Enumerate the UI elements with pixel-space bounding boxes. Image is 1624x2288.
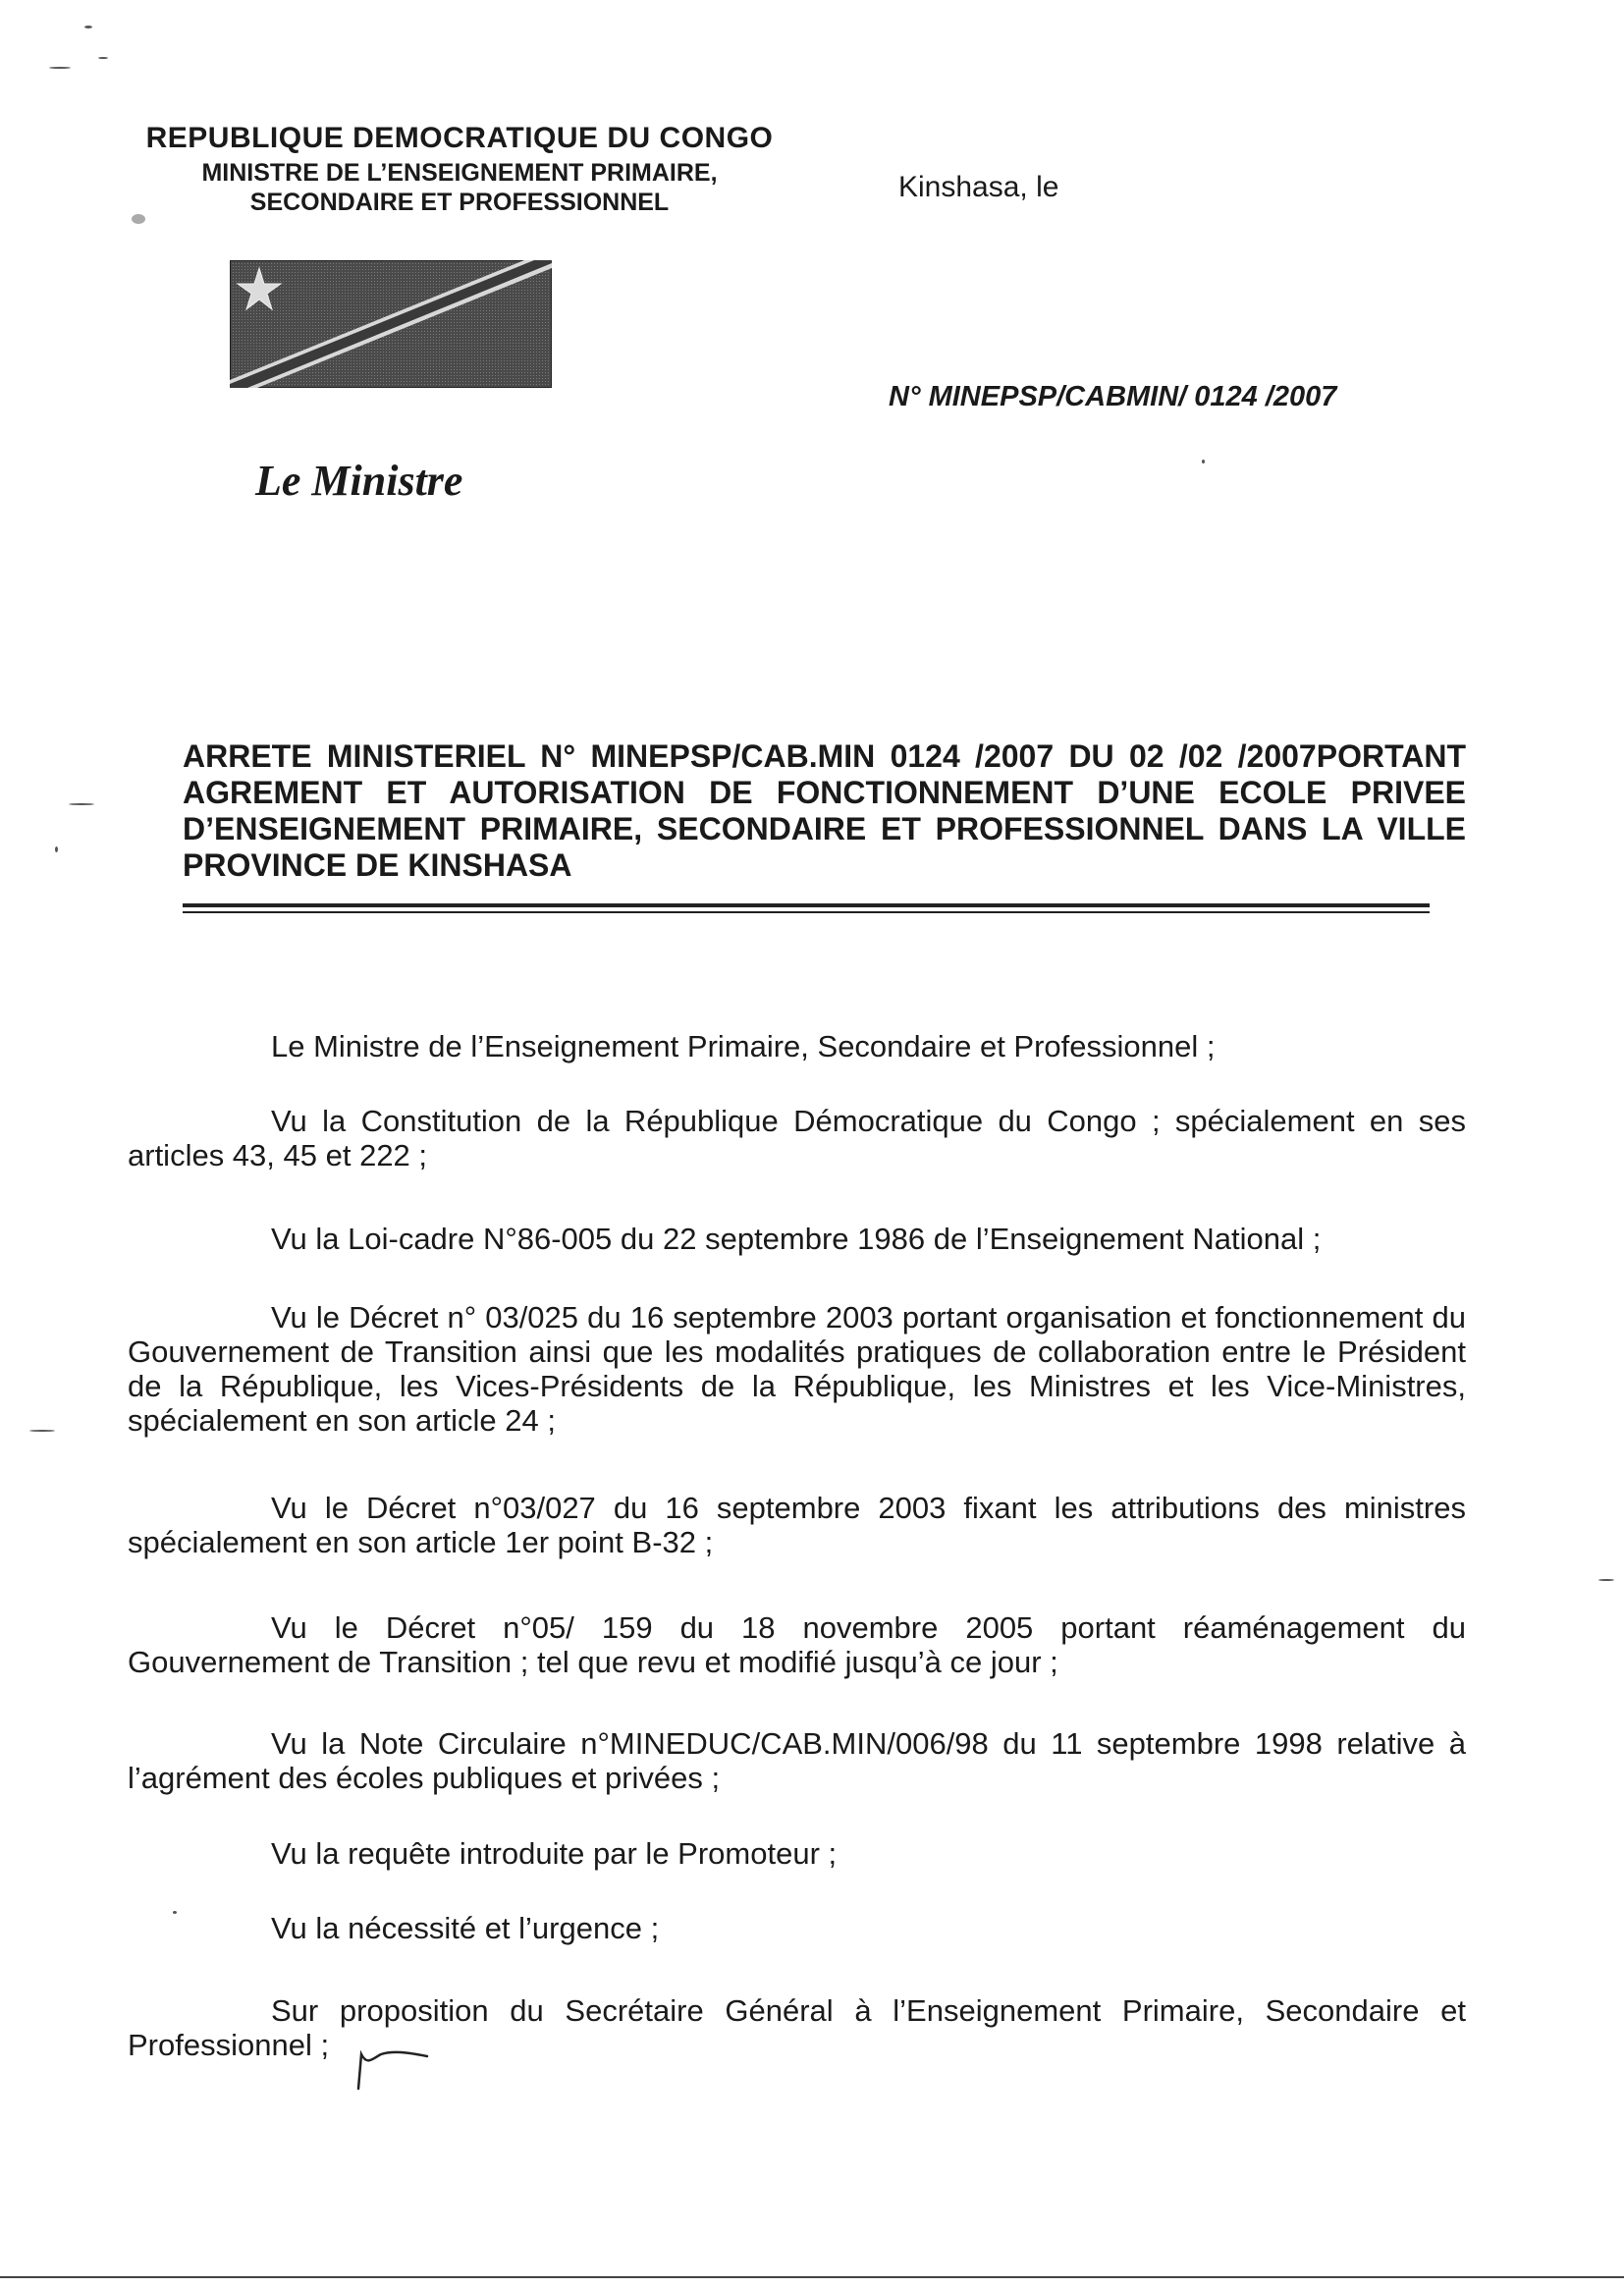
paragraph-necessite: Vu la nécessité et l’urgence ;: [271, 1911, 660, 1945]
scan-speck: [1598, 1579, 1614, 1581]
scan-speck: [49, 67, 71, 69]
paragraph-minister: Le Ministre de l’Enseignement Primaire, Secondaire et Professionnel ;: [271, 1029, 1216, 1063]
scan-speck: [69, 803, 94, 805]
drc-flag-image: [230, 260, 552, 388]
paragraph-decret-03-025: Vu le Décret n° 03/025 du 16 septembre 2003 portant organisation et fonctionnement du Gouvernement de Transition ainsi que les modalités pratiques de collaboration entre le Président de la République, les Vices-Présidents de la République, les Ministres et les Vice-Ministres, spécialement en son article 24 ;: [128, 1300, 1466, 1438]
decree-title: ARRETE MINISTERIEL N° MINEPSP/CAB.MIN 0124 /2007 DU 02 /02 /2007PORTANT AGREMENT ET AUTORISATION DE FONCTIONNEMENT D’UNE ECOLE PRIVEE D’ENSEIGNEMENT PRIMAIRE, SECONDAIRE ET PROFESSIONNEL DANS LA VILLE PROVINCE DE KINSHASA: [183, 738, 1466, 883]
scan-speck: [1202, 460, 1205, 463]
paragraph-decret-03-027: Vu le Décret n°03/027 du 16 septembre 2003 fixant les attributions des ministres spécialement en son article 1er point B-32 ;: [128, 1491, 1466, 1559]
scan-speck: [84, 26, 92, 28]
scan-speck: [132, 214, 145, 224]
place-date: Kinshasa, le: [898, 171, 1059, 203]
paragraph-decret-05-159: Vu le Décret n°05/ 159 du 18 novembre 2005 portant réaménagement du Gouvernement de Transition ; tel que revu et modifié jusqu’à ce jour ;: [128, 1610, 1466, 1679]
ministry-heading-line2: SECONDAIRE ET PROFESSIONNEL: [249, 189, 670, 216]
scan-speck: [29, 1430, 55, 1432]
reference-number: N° MINEPSP/CABMIN/ 0124 /2007: [889, 381, 1337, 412]
title-rule-thin: [183, 911, 1430, 913]
minister-title: Le Ministre: [255, 457, 463, 505]
country-heading: REPUBLIQUE DEMOCRATIQUE DU CONGO: [145, 122, 774, 154]
paragraph-requete: Vu la requête introduite par le Promoteur ;: [271, 1836, 838, 1871]
paragraph-constitution: Vu la Constitution de la République Démocratique du Congo ; spécialement en ses articles 43, 45 et 222 ;: [128, 1104, 1466, 1172]
scan-speck: [173, 1911, 177, 1914]
page-bottom-edge: [0, 2276, 1624, 2278]
paragraph-loi-cadre: Vu la Loi-cadre N°86-005 du 22 septembre 1986 de l’Enseignement National ;: [271, 1222, 1322, 1256]
handwritten-initials: [353, 2044, 432, 2094]
ministry-heading-line1: MINISTRE DE L’ENSEIGNEMENT PRIMAIRE,: [201, 159, 718, 187]
scan-speck: [55, 846, 58, 852]
paragraph-proposition: Sur proposition du Secrétaire Général à l’Enseignement Primaire, Secondaire et Professionnel ;: [128, 1993, 1466, 2062]
scan-speck: [98, 57, 108, 59]
paragraph-note-circulaire: Vu la Note Circulaire n°MINEDUC/CAB.MIN/006/98 du 11 septembre 1998 relative à l’agrément des écoles publiques et privées ;: [128, 1726, 1466, 1795]
title-rule-thick: [183, 903, 1430, 907]
